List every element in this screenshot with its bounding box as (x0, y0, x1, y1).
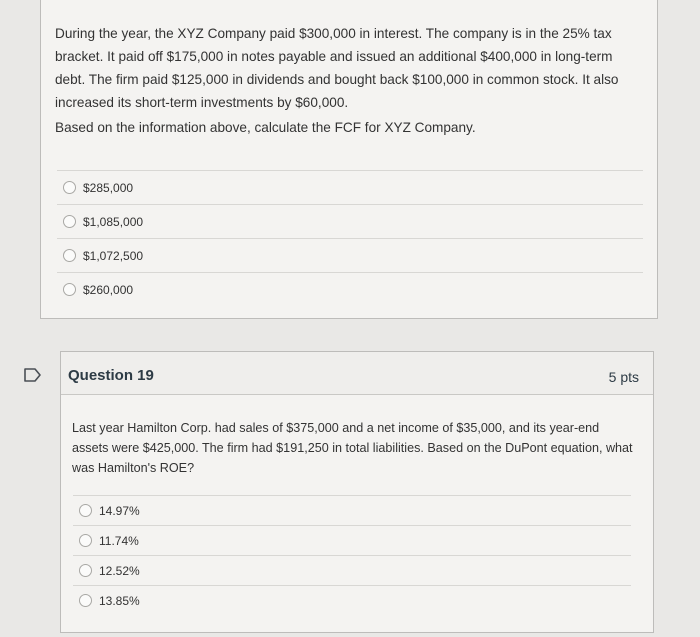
question-header (61, 352, 653, 395)
radio-unchecked-icon[interactable] (63, 249, 76, 262)
answer-label: $1,085,000 (83, 214, 144, 229)
radio-unchecked-icon[interactable] (63, 181, 76, 194)
answer-label: 14.97% (99, 503, 140, 518)
radio-unchecked-icon[interactable] (63, 283, 76, 296)
question-18-answers (57, 170, 643, 306)
answer-option[interactable] (57, 170, 643, 204)
answer-option[interactable] (73, 555, 631, 585)
radio-unchecked-icon[interactable] (79, 564, 92, 577)
question-18-card (40, 0, 658, 319)
answer-label: 12.52% (99, 563, 140, 578)
answer-option[interactable] (73, 585, 631, 615)
answer-option[interactable] (57, 272, 643, 306)
radio-unchecked-icon[interactable] (79, 504, 92, 517)
question-18-prompt: Based on the information above, calculate the FCF for XYZ Company. (55, 120, 476, 135)
question-18-text: During the year, the XYZ Company paid $300,000 in interest. The company is in the 25% tax bracket. It paid off $175,000 in notes payable and issued an additional $400,000 in long-term debt. The firm paid $125,000 in dividends and bought back $100,000 in common stock. It also increased its short-term investments by $60,000. (55, 26, 619, 110)
answer-option[interactable] (73, 495, 631, 525)
question-19-card (60, 351, 654, 633)
answer-option[interactable] (57, 204, 643, 238)
answer-label: $260,000 (83, 282, 134, 297)
answer-label: $285,000 (83, 180, 134, 195)
answer-label: $1,072,500 (83, 248, 144, 263)
question-points: 5 pts (608, 369, 639, 385)
question-title: Question 19 (68, 367, 154, 384)
radio-unchecked-icon[interactable] (79, 534, 92, 547)
answer-option[interactable] (57, 238, 643, 272)
answer-label: 13.85% (99, 593, 140, 608)
answer-label: 11.74% (99, 533, 139, 548)
flag-outline-icon[interactable] (23, 367, 43, 383)
answer-option[interactable] (73, 525, 631, 555)
radio-unchecked-icon[interactable] (63, 215, 76, 228)
radio-unchecked-icon[interactable] (79, 594, 92, 607)
question-19-text: Last year Hamilton Corp. had sales of $375,000 and a net income of $35,000, and its year-end assets were $425,000. The firm had $191,250 in total liabilities. Based on the DuPont equation, what was Hamilton's ROE? (72, 421, 633, 475)
question-19-answers (73, 495, 631, 615)
